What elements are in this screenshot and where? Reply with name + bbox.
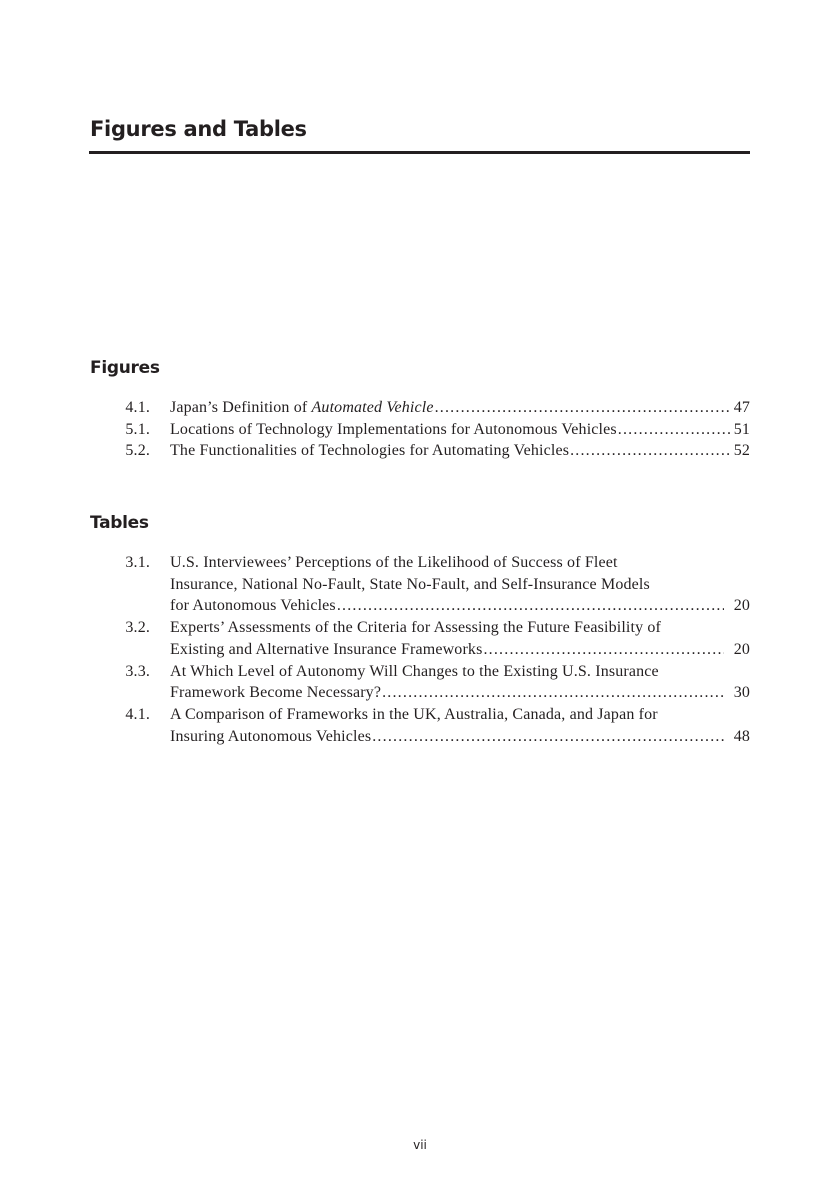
table-entry-body <box>170 704 750 747</box>
figure-title: Locations of Technology Implementations for Autonomous Vehicles <box>170 420 617 438</box>
table-number: 3.2. <box>125 619 150 637</box>
table-number: 3.1. <box>125 554 150 571</box>
table-entry-body <box>170 617 750 660</box>
figure-entry-body <box>170 440 750 462</box>
table-title-last-line: Framework Become Necessary? <box>170 684 382 702</box>
page-title: Figures and Tables <box>90 117 307 141</box>
table-number: 4.1. <box>125 705 150 723</box>
table-page: 48 <box>733 727 750 745</box>
figure-title-prefix: Japan’s Definition of <box>170 399 312 416</box>
figure-title-italic: Automated Vehicle <box>311 399 434 416</box>
table-entry[interactable] <box>90 552 750 617</box>
page-number: vii <box>413 1138 427 1152</box>
figure-entry-line <box>170 440 750 462</box>
tables-heading: Tables <box>90 513 149 533</box>
table-title-last-line: for Autonomous Vehicles <box>170 597 336 615</box>
figure-entry-body <box>170 397 750 419</box>
table-entry-body <box>170 661 750 704</box>
table-title-last-line: Insuring Autonomous Vehicles <box>170 727 372 745</box>
dot-leader <box>569 440 732 462</box>
dot-leader <box>434 397 732 419</box>
dot-leader <box>381 682 724 704</box>
figure-number: 5.1. <box>125 420 150 438</box>
figure-page: 47 <box>733 399 750 416</box>
figure-number: 5.2. <box>125 442 150 460</box>
dot-leader <box>336 595 724 617</box>
table-entry-body <box>170 552 750 617</box>
table-entry-line <box>170 595 750 617</box>
figure-title <box>170 397 434 419</box>
table-title-line: Insurance, National No-Fault, State No-Fault, and Self-Insurance Models <box>170 575 650 593</box>
dot-leader <box>617 419 732 441</box>
table-number: 3.3. <box>125 662 150 680</box>
figure-number: 4.1. <box>125 399 150 416</box>
tables-list <box>90 552 750 747</box>
table-entry[interactable] <box>90 661 750 704</box>
figure-entry-body <box>170 419 750 441</box>
figure-entry-line <box>170 397 750 419</box>
title-rule <box>89 151 750 154</box>
table-page: 20 <box>733 597 750 615</box>
table-title-line: At Which Level of Autonomy Will Changes to the Existing U.S. Insurance <box>170 662 659 680</box>
table-page: 20 <box>733 640 750 658</box>
table-entry-line <box>170 682 750 704</box>
table-title-last-line: Existing and Alternative Insurance Frameworks <box>170 640 483 658</box>
dot-leader <box>371 726 723 748</box>
figure-page: 51 <box>733 420 750 438</box>
dot-leader <box>482 639 723 661</box>
figures-list <box>90 397 750 462</box>
table-entry[interactable] <box>90 704 750 747</box>
figure-page: 52 <box>733 442 750 460</box>
table-title-line: Experts’ Assessments of the Criteria for Assessing the Future Feasibility of <box>170 619 662 637</box>
figures-heading: Figures <box>90 358 160 378</box>
figure-entry-line <box>170 419 750 441</box>
table-entry[interactable] <box>90 617 750 660</box>
table-title-line: A Comparison of Frameworks in the UK, Australia, Canada, and Japan for <box>170 705 658 723</box>
table-page: 30 <box>733 684 750 702</box>
figure-entry[interactable] <box>90 440 750 462</box>
table-entry-line <box>170 726 750 748</box>
figure-entry[interactable] <box>90 397 750 419</box>
figure-entry[interactable] <box>90 419 750 441</box>
table-entry-line <box>170 639 750 661</box>
figure-title: The Functionalities of Technologies for Automating Vehicles <box>170 442 570 460</box>
table-title-line: U.S. Interviewees’ Perceptions of the Likelihood of Success of Fleet <box>170 554 618 571</box>
